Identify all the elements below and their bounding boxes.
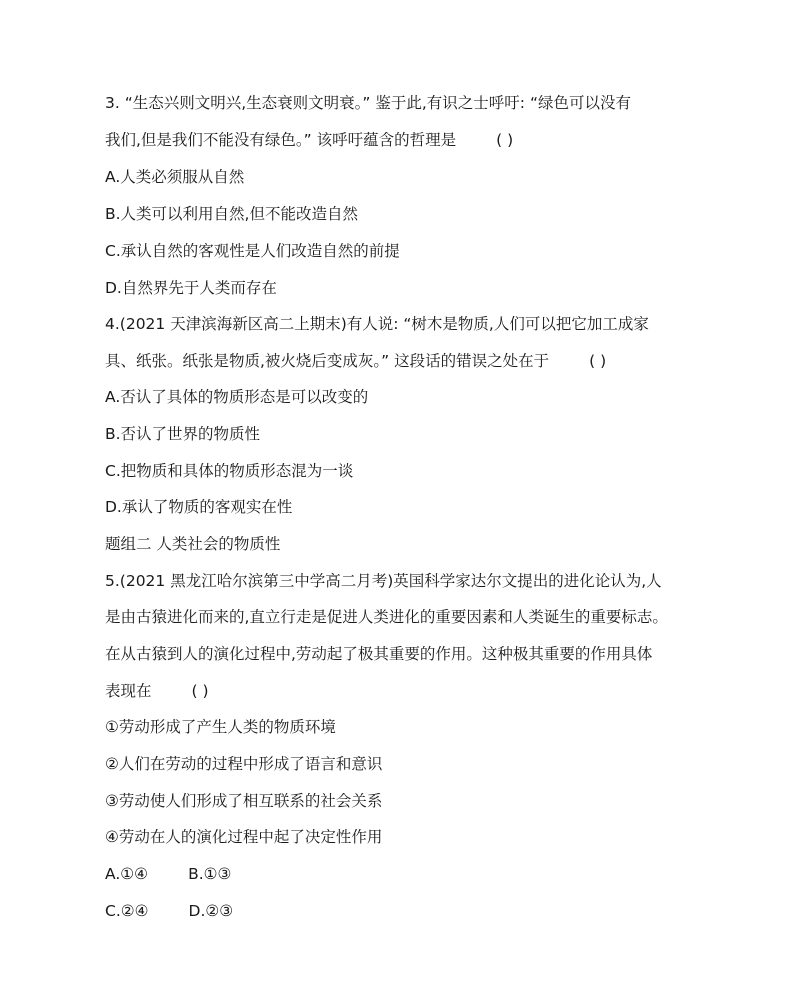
q3-option-b: B.人类可以利用自然,但不能改造自然 xyxy=(105,205,358,223)
q3-stem-text: 我们,但是我们不能没有绿色。” 该呼吁蕴含的哲理是 xyxy=(105,131,457,149)
q3-option-c: C.承认自然的客观性是人们改造自然的前提 xyxy=(105,242,400,260)
q4-stem-line-1: 4.(2021 天津滨海新区高二上期末)有人说: “树木是物质,人们可以把它加工成家 xyxy=(105,315,649,333)
q4-option-a: A.否认了具体的物质形态是可以改变的 xyxy=(105,388,369,406)
q4-stem-line-2 xyxy=(105,350,705,372)
q5-stem-line-3: 在从古猿到人的演化过程中,劳动起了极其重要的作用。这种极其重要的作用具体 xyxy=(105,645,653,663)
q5-stem-line-1: 5.(2021 黑龙江哈尔滨第三中学高二月考)英国科学家达尔文提出的进化论认为,人 xyxy=(105,572,662,590)
group-2-title: 题组二 人类社会的物质性 xyxy=(105,535,281,553)
q3-stem-line-2 xyxy=(105,129,705,151)
q5-item-2: ②人们在劳动的过程中形成了语言和意识 xyxy=(105,755,383,773)
q5-item-3: ③劳动使人们形成了相互联系的社会关系 xyxy=(105,792,383,810)
q4-option-b: B.否认了世界的物质性 xyxy=(105,425,261,443)
q3-stem-line-1: 3. “生态兴则文明兴,生态衰则文明衰。” 鉴于此,有识之士呼吁: “绿色可以没有 xyxy=(105,94,631,112)
q5-stem-line-4 xyxy=(105,680,705,702)
q5-answer-blank: ( ) xyxy=(191,682,209,700)
q4-stem-text: 具、纸张。纸张是物质,被火烧后变成灰。” 这段话的错误之处在于 xyxy=(105,352,550,370)
q5-option-b: B.①③ xyxy=(188,865,232,883)
q5-option-a: A.①④ xyxy=(105,865,149,883)
q5-options-row-1 xyxy=(105,863,705,885)
q5-stem-text: 表现在 xyxy=(105,682,152,700)
q5-option-d: D.②③ xyxy=(188,902,234,920)
q5-stem-line-2: 是由古猿进化而来的,直立行走是促进人类进化的重要因素和人类诞生的重要标志。 xyxy=(105,608,668,626)
q5-item-4: ④劳动在人的演化过程中起了决定性作用 xyxy=(105,828,383,846)
q5-option-c: C.②④ xyxy=(105,902,149,920)
q3-option-a: A.人类必须服从自然 xyxy=(105,168,245,186)
q4-option-d: D.承认了物质的客观实在性 xyxy=(105,498,293,516)
q3-answer-blank: ( ) xyxy=(496,131,514,149)
q5-item-1: ①劳动形成了产生人类的物质环境 xyxy=(105,718,336,736)
q5-options-row-2 xyxy=(105,900,705,922)
q4-answer-blank: ( ) xyxy=(589,352,607,370)
q4-option-c: C.把物质和具体的物质形态混为一谈 xyxy=(105,462,354,480)
q3-option-d: D.自然界先于人类而存在 xyxy=(105,279,277,297)
